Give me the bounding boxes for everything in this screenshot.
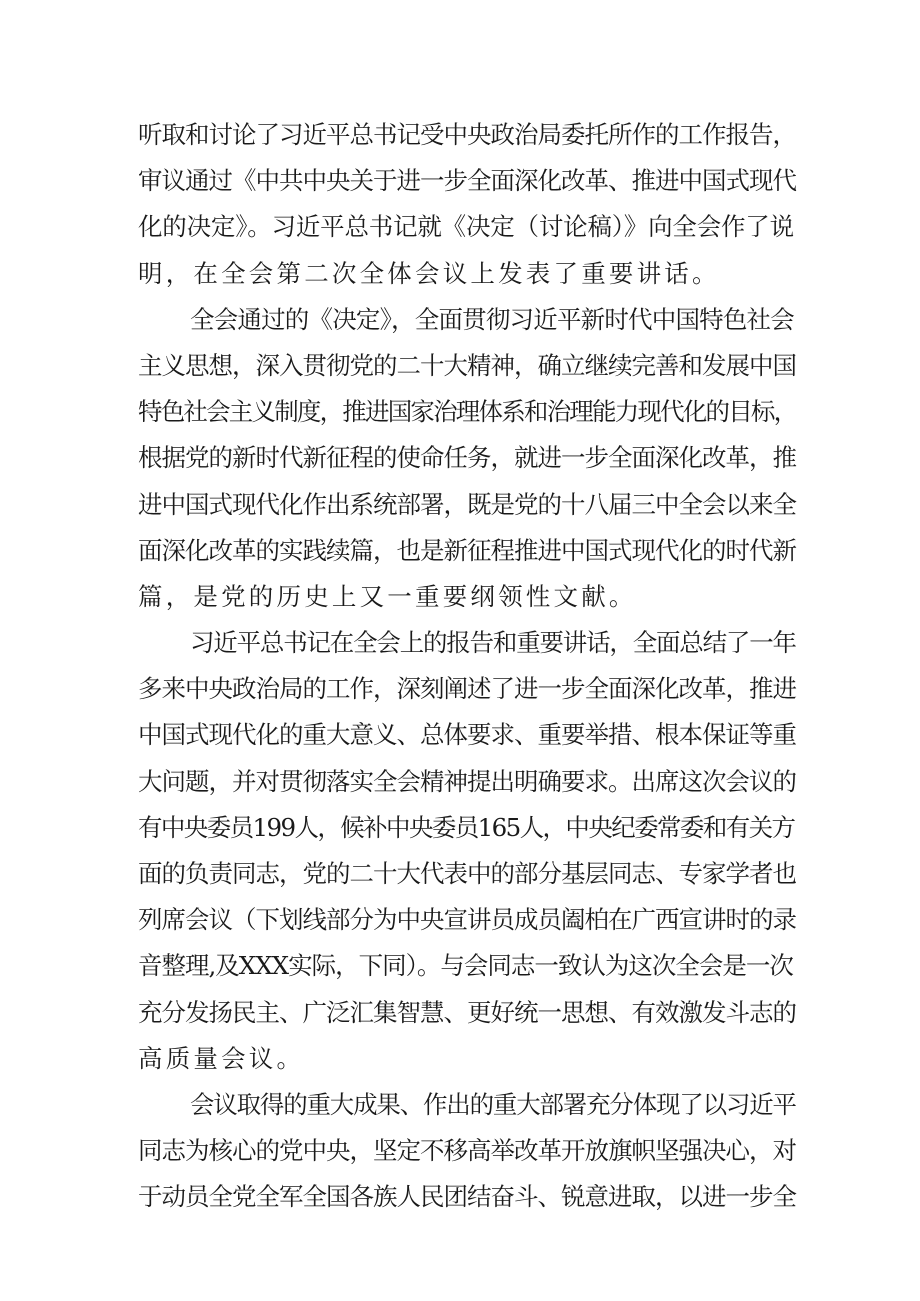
- text-line: 大问题，并对贯彻落实全会精神提出明确要求。出席这次会议的: [138, 766, 796, 796]
- text-line: 高质量会议。: [138, 1043, 305, 1073]
- text-line: 化的决定》。习近平总书记就《决定（讨论稿）》向全会作了说: [138, 212, 794, 242]
- document-body: [138, 112, 797, 1221]
- paragraph-first-line: 会议取得的重大成果、作出的重大部署充分体现了以习近平: [190, 1089, 796, 1119]
- text-line: 充分发扬民主、广泛汇集智慧、更好统一思想、有效激发斗志的: [138, 997, 796, 1027]
- text-line: 音整理,及XXX实际，下同）。与会同志一致认为这次全会是一次: [138, 951, 793, 981]
- text-line: 同志为核心的党中央，坚定不移高举改革开放旗帜坚强决心，对: [138, 1136, 796, 1166]
- text-line: 面的负责同志，党的二十大代表中的部分基层同志、专家学者也: [138, 859, 796, 888]
- text-line: 听取和讨论了习近平总书记受中央政治局委托所作的工作报告，: [138, 120, 796, 149]
- text-line: 中国式现代化的重大意义、总体要求、重要举措、根本保证等重: [138, 720, 796, 750]
- text-line: 有中央委员199人，候补中央委员165人，中央纪委常委和有关方: [138, 812, 795, 842]
- text-line: 根据党的新时代新征程的使命任务，就进一步全面深化改革，推: [138, 443, 796, 473]
- text-line: 于动员全党全军全国各族人民团结奋斗、锐意进取，以进一步全: [138, 1182, 796, 1212]
- paragraph-first-line: 全会通过的《决定》，全面贯彻习近平新时代中国特色社会: [190, 304, 794, 334]
- paragraph-first-line: 习近平总书记在全会上的报告和重要讲话，全面总结了一年: [190, 628, 796, 658]
- text-line: 进中国式现代化作出系统部署，既是党的十八届三中全会以来全: [138, 489, 796, 519]
- text-line: 审议通过《中共中央关于进一步全面深化改革、推进中国式现代: [138, 166, 796, 196]
- text-line: 篇，是党的历史上又一重要纲领性文献。: [138, 581, 637, 611]
- text-line: 面深化改革的实践续篇，也是新征程推进中国式现代化的时代新: [138, 535, 796, 565]
- text-line: 主义思想，深入贯彻党的二十大精神，确立继续完善和发展中国: [138, 350, 796, 380]
- text-line: 列席会议（下划线部分为中央宣讲员成员阖柏在广西宣讲时的录: [138, 905, 796, 935]
- text-line: 明，在全会第二次全体会议上发表了重要讲话。: [138, 258, 720, 288]
- text-line: 特色社会主义制度，推进国家治理体系和治理能力现代化的目标，: [138, 397, 797, 427]
- text-line: 多来中央政治局的工作，深刻阐述了进一步全面深化改革，推进: [138, 674, 796, 704]
